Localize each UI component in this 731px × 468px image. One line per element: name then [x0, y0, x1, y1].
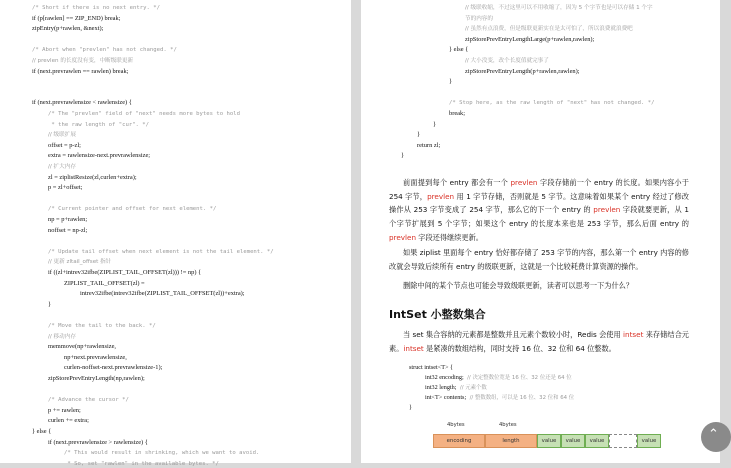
struct-code: struct intset<T> { [409, 364, 453, 371]
code-comment: /* Advance the cursor */ [48, 397, 129, 404]
paragraph-delete-question [389, 279, 689, 293]
code-comment: /* Move the tail to the back. */ [48, 323, 156, 329]
byte-size-label: 4bytes [447, 422, 465, 428]
code-line: } [401, 152, 405, 160]
code-line: noffset = np-zl; [48, 226, 88, 234]
code-line: intrev32ifbe(intrev32ifbe(ZIPLIST_TAIL_OFFSET(zl))+extra); [80, 290, 245, 298]
struct-comment: // 决定整数位宽是 16 位、32 位还是 64 位 [463, 375, 572, 381]
struct-line [409, 364, 453, 372]
left-page [0, 0, 351, 467]
code-line: if (next.prevrawlensize < rawlensize) { [32, 99, 132, 107]
paragraph-intset [389, 328, 689, 355]
code-line: if (next.prevrawlen == rawlen) break; [32, 67, 129, 75]
keyword-highlight: prevlen [389, 232, 417, 242]
byte-size-label: 4bytes [499, 422, 517, 428]
text-run: 当 set 集合容纳的元素都是整数并且元素个数较小时，Redis 会使用 [403, 330, 624, 339]
code-line: break; [449, 110, 465, 117]
code-line: ZIPLIST_TAIL_OFFSET(zl) = [64, 279, 145, 287]
code-comment: /* This would result in shrinking, which we want to avoid. [64, 450, 260, 457]
code-comment: /* Stop here, as the raw length of "next" has not changed. */ [449, 100, 655, 107]
struct-line [425, 394, 574, 402]
value-cell: value [537, 434, 561, 448]
keyword-highlight: intset [403, 343, 424, 353]
ellipsis-cell [609, 434, 637, 448]
text-run: 如果 ziplist 里面每个 entry 恰好都存储了 253 字节的内容，那么第一个 entry 内容的修改就会导致后续所有 entry 的级联更新，这就是一个比较耗费计算资源的操作。 [389, 248, 689, 271]
code-line: } else { [449, 46, 469, 54]
code-line: curlen += extra; [48, 417, 89, 425]
struct-code: int32 length; [425, 384, 457, 391]
text-run: 删除中间的某个节点也可能会导致级联更新，读者可以思考一下为什么？ [403, 281, 634, 290]
code-comment: // 移动内存 [48, 333, 76, 340]
keyword-highlight: intset [623, 330, 644, 339]
code-comment: /* Abort when "prevlen" has not changed. */ [32, 47, 177, 54]
struct-line [425, 374, 572, 382]
code-line: zl = ziplistResize(zl,curlen+extra); [48, 173, 137, 181]
code-line: zipStorePrevEntryLength(p+rawlen,rawlen); [465, 67, 580, 75]
code-line: } [449, 78, 453, 86]
right-page [361, 0, 720, 463]
struct-comment: // 整数数组，可以是 16 位、32 位和 64 位 [466, 395, 575, 401]
length-cell: length [485, 434, 537, 448]
code-comment: * So, set "rawlen" in the available bytes. */ [64, 460, 219, 467]
text-run: 用 1 字节存储，否则就是 5 字节。这意味着如果某个 entry 经过了修改操作从 253 字节变成了 254 字节，那么它的下一个 entry 的 [389, 191, 689, 215]
paragraph-cascade-update [389, 176, 689, 245]
struct-line [409, 404, 412, 412]
keyword-highlight: prevlen [427, 191, 455, 201]
keyword-highlight: prevlen [510, 178, 538, 187]
text-run: 字段存储前一个 entry 的长度。如果内容小于 254 字节， [389, 178, 689, 201]
code-line: return zl; [417, 141, 441, 149]
code-line: extra = rawlensize-next.prevrawlensize; [48, 152, 151, 160]
code-line: p += rawlen; [48, 406, 81, 414]
code-line: zipStorePrevEntryLengthLarge(p+rawlen,rawlen); [465, 35, 595, 43]
scroll-to-top-button[interactable] [701, 422, 731, 452]
code-comment: /* Update tail offset when next element is not the tail element. */ [48, 248, 274, 255]
text-run: 字段还得继续更新。 [416, 232, 483, 242]
section-title: IntSet 小整数集合 [389, 308, 486, 321]
code-line: curlen-noffset-next.prevrawlensize-1); [64, 364, 163, 372]
text-run: 字段就要更新，从 1 个字节扩展到 5 个字节；如果这个 entry 的长度本来也是 253 字节，那么后面 entry 的 [389, 205, 689, 229]
chevron-up-icon: ⌃ [708, 427, 719, 442]
struct-code: } [409, 404, 412, 411]
code-line: np+next.prevrawlensize, [64, 353, 127, 361]
code-line: } else { [32, 428, 52, 435]
code-line: zipStorePrevEntryLength(np,rawlen); [48, 375, 145, 382]
code-line: } [417, 131, 421, 139]
code-comment: // prevlen 的长度没有变，中断级联更新 [32, 58, 134, 64]
code-line: if ((zl+intrev32ifbe(ZIPLIST_TAIL_OFFSET(zl))) != np) { [48, 269, 202, 276]
value-cell: value [637, 434, 661, 448]
paragraph-ziplist-example [389, 246, 689, 273]
value-cell: value [561, 434, 585, 448]
code-comment: // 更新 zltail_offset 指针 [48, 259, 112, 266]
code-line: p = zl+offset; [48, 184, 83, 192]
code-line: if (p[rawlen] == ZIP_END) break; [32, 14, 121, 22]
code-comment: // 大小没变，改个长度值就完事了 [465, 58, 549, 64]
code-line: np = p+rawlen; [48, 216, 88, 223]
code-line: memmove(np+rawlensize, [48, 343, 117, 351]
code-comment: // 级联扩展 [48, 132, 76, 139]
encoding-cell: encoding [433, 434, 485, 448]
value-cell: value [585, 434, 609, 448]
text-run: 是紧凑的数组结构，同时支持 16 位、32 位和 64 位整数。 [423, 343, 616, 353]
code-comment: 节的内容的 [465, 15, 493, 22]
text-run: 来存储结合元素。 [389, 330, 689, 353]
code-comment: // 级联收缩，不过这里可以不用收缩了，因为 5 个字节也是可以存储 1 个字 [465, 5, 653, 11]
code-line: if (next.prevrawlensize > rawlensize) { [48, 438, 148, 446]
code-line: } [433, 120, 437, 128]
keyword-highlight: prevlen [593, 205, 621, 215]
struct-code: int<T> contents; [425, 394, 467, 401]
code-line: offset = p-zl; [48, 141, 81, 149]
code-comment: // 扩大内存 [48, 164, 76, 170]
text-run: 前面提到每个 entry 都会有一个 [403, 178, 511, 187]
struct-code: int32 encoding; [425, 374, 464, 381]
code-comment: /* The "prevlen" field of "next" needs more bytes to hold [48, 111, 240, 117]
struct-line [425, 384, 487, 392]
code-comment: /* Short if there is no next entry. */ [32, 5, 160, 11]
code-comment: /* Current pointer and offset for next element. */ [48, 206, 217, 213]
code-comment: // 虽然有点浪费，但是级联更新实在是太可怕了，所以浪费就浪费吧 [465, 26, 633, 33]
struct-comment: // 元素个数 [456, 385, 487, 391]
code-comment: * the raw length of "cur". */ [48, 121, 150, 128]
code-line: } [48, 300, 52, 308]
code-line: zipEntry(p+rawlen, &next); [32, 25, 104, 33]
